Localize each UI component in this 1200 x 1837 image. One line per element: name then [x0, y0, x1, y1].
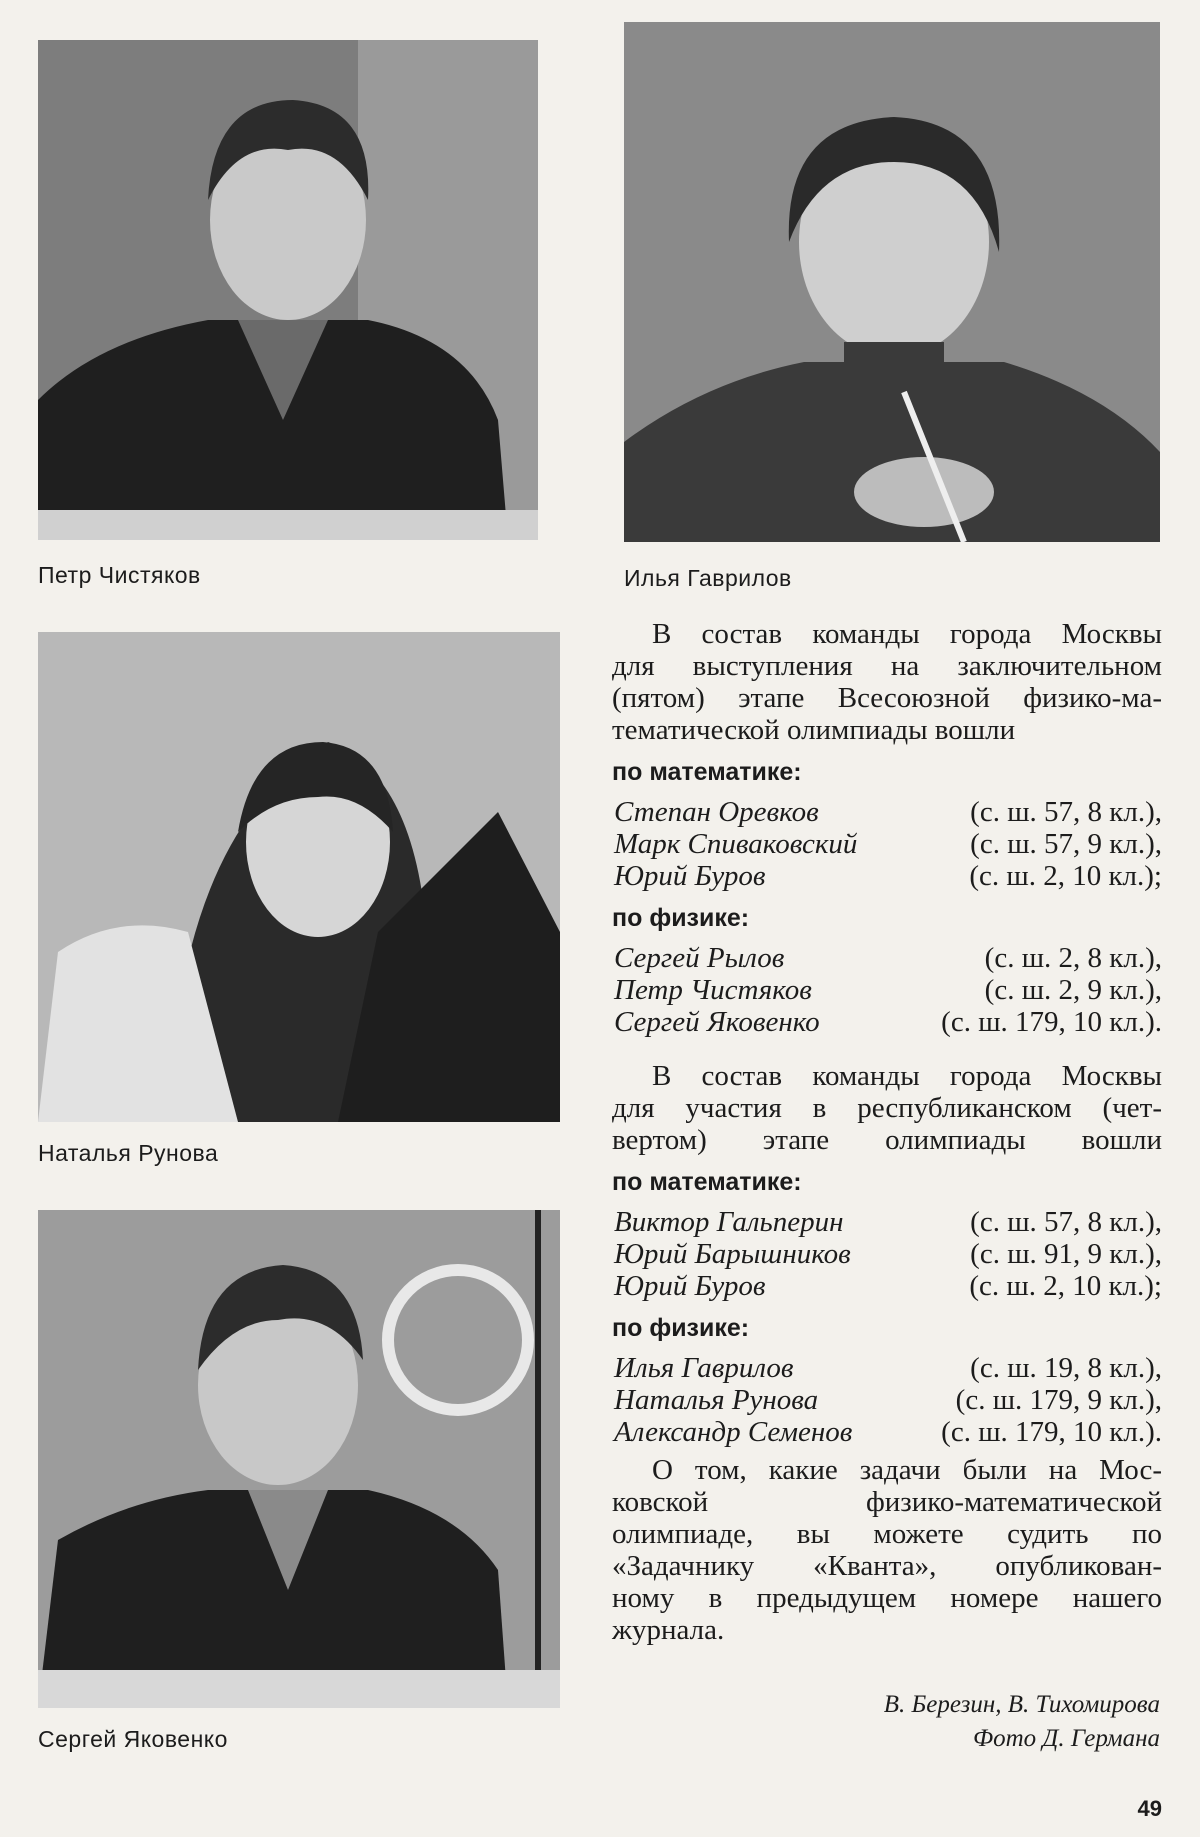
- final-stage-intro: [612, 618, 1162, 746]
- caption-sergei-yakovenko: Сергей Яковенко: [38, 1726, 228, 1752]
- closing-line: «Задачнику «Кванта», опубликован-: [612, 1550, 1162, 1582]
- list-item: [614, 1206, 1162, 1238]
- student-school: (с. ш. 179, 10 кл.).: [941, 1416, 1162, 1448]
- student-school: (с. ш. 91, 9 кл.),: [970, 1238, 1162, 1270]
- list-item: [614, 1006, 1162, 1038]
- physics-heading: по физике:: [612, 1314, 750, 1342]
- student-name: Наталья Рунова: [614, 1384, 819, 1416]
- closing-line: журнала.: [612, 1614, 725, 1646]
- list-item: [614, 860, 1162, 892]
- student-name: Юрий Барышников: [614, 1238, 851, 1270]
- list-item: [614, 796, 1162, 828]
- student-school: (с. ш. 2, 8 кл.),: [984, 942, 1162, 974]
- portrait-image: [38, 40, 538, 540]
- closing-paragraph: [612, 1454, 1162, 1646]
- page-number: 49: [1137, 1796, 1162, 1821]
- student-name: Сергей Яковенко: [614, 1006, 820, 1038]
- intro-line: тематической олимпиады вошли: [612, 714, 1016, 746]
- portrait-image: [38, 1210, 560, 1708]
- closing-line: О том, какие задачи были на Мос-: [652, 1454, 1162, 1486]
- list-item: [614, 974, 1162, 1006]
- student-name: Сергей Рылов: [614, 942, 785, 974]
- list-item: [614, 828, 1162, 860]
- list-item: [614, 1238, 1162, 1270]
- authors: В. Березин, В. Тихомирова: [883, 1691, 1160, 1718]
- intro-line: для выступления на заключительном: [612, 650, 1162, 682]
- student-name: Петр Чистяков: [614, 974, 812, 1006]
- photo-ilya-gavrilov: [624, 22, 1160, 542]
- photo-natalya-runova: [38, 632, 560, 1122]
- student-school: (с. ш. 2, 10 кл.);: [969, 1270, 1162, 1302]
- signature: [884, 1688, 1160, 1756]
- closing-line: ному в предыдущем номере нашего: [612, 1582, 1162, 1614]
- math-heading: по математике:: [612, 1168, 802, 1196]
- list-item: [614, 1384, 1162, 1416]
- student-school: (с. ш. 179, 10 кл.).: [941, 1006, 1162, 1038]
- student-school: (с. ш. 57, 9 кл.),: [970, 828, 1162, 860]
- student-school: (с. ш. 179, 9 кл.),: [955, 1384, 1162, 1416]
- student-name: Юрий Буров: [614, 860, 766, 892]
- final-math-list: [614, 796, 1162, 892]
- physics-heading: по физике:: [612, 904, 750, 932]
- caption-petr-chistyakov: Петр Чистяков: [38, 562, 201, 588]
- intro-line: (пятом) этапе Всесоюзной физико-ма-: [612, 682, 1162, 714]
- student-name: Александр Семенов: [614, 1416, 853, 1448]
- photo-petr-chistyakov: [38, 40, 538, 540]
- list-item: [614, 1270, 1162, 1302]
- photo-credit: Фото Д. Германа: [973, 1725, 1160, 1752]
- caption-natalya-runova: Наталья Рунова: [38, 1140, 219, 1166]
- list-item: [614, 1352, 1162, 1384]
- intro-line: вертом) этапе олимпиады вошли: [612, 1124, 1162, 1156]
- student-school: (с. ш. 57, 8 кл.),: [970, 796, 1162, 828]
- intro-line: В состав команды города Москвы: [652, 1060, 1162, 1092]
- student-name: Юрий Буров: [614, 1270, 766, 1302]
- portrait-image: [624, 22, 1160, 542]
- republic-math-list: [614, 1206, 1162, 1302]
- student-name: Илья Гаврилов: [614, 1352, 794, 1384]
- student-name: Виктор Гальперин: [614, 1206, 844, 1238]
- photo-sergei-yakovenko: [38, 1210, 560, 1708]
- article-text: [612, 618, 1162, 1646]
- closing-line: ковской физико-математической: [612, 1486, 1162, 1518]
- math-heading: по математике:: [612, 758, 802, 786]
- closing-line: олимпиаде, вы можете судить по: [612, 1518, 1162, 1550]
- student-school: (с. ш. 19, 8 кл.),: [970, 1352, 1162, 1384]
- caption-ilya-gavrilov: Илья Гаврилов: [624, 565, 792, 591]
- republic-physics-list: [614, 1352, 1162, 1448]
- student-name: Степан Оревков: [614, 796, 819, 828]
- intro-line: В состав команды города Москвы: [652, 618, 1162, 650]
- student-school: (с. ш. 2, 9 кл.),: [984, 974, 1162, 1006]
- portrait-image: [38, 632, 560, 1122]
- list-item: [614, 1416, 1162, 1448]
- student-name: Марк Спиваковский: [614, 828, 858, 860]
- intro-line: для участия в республиканском (чет-: [612, 1092, 1162, 1124]
- student-school: (с. ш. 57, 8 кл.),: [970, 1206, 1162, 1238]
- final-physics-list: [614, 942, 1162, 1038]
- republic-stage-intro: [612, 1060, 1162, 1156]
- list-item: [614, 942, 1162, 974]
- student-school: (с. ш. 2, 10 кл.);: [969, 860, 1162, 892]
